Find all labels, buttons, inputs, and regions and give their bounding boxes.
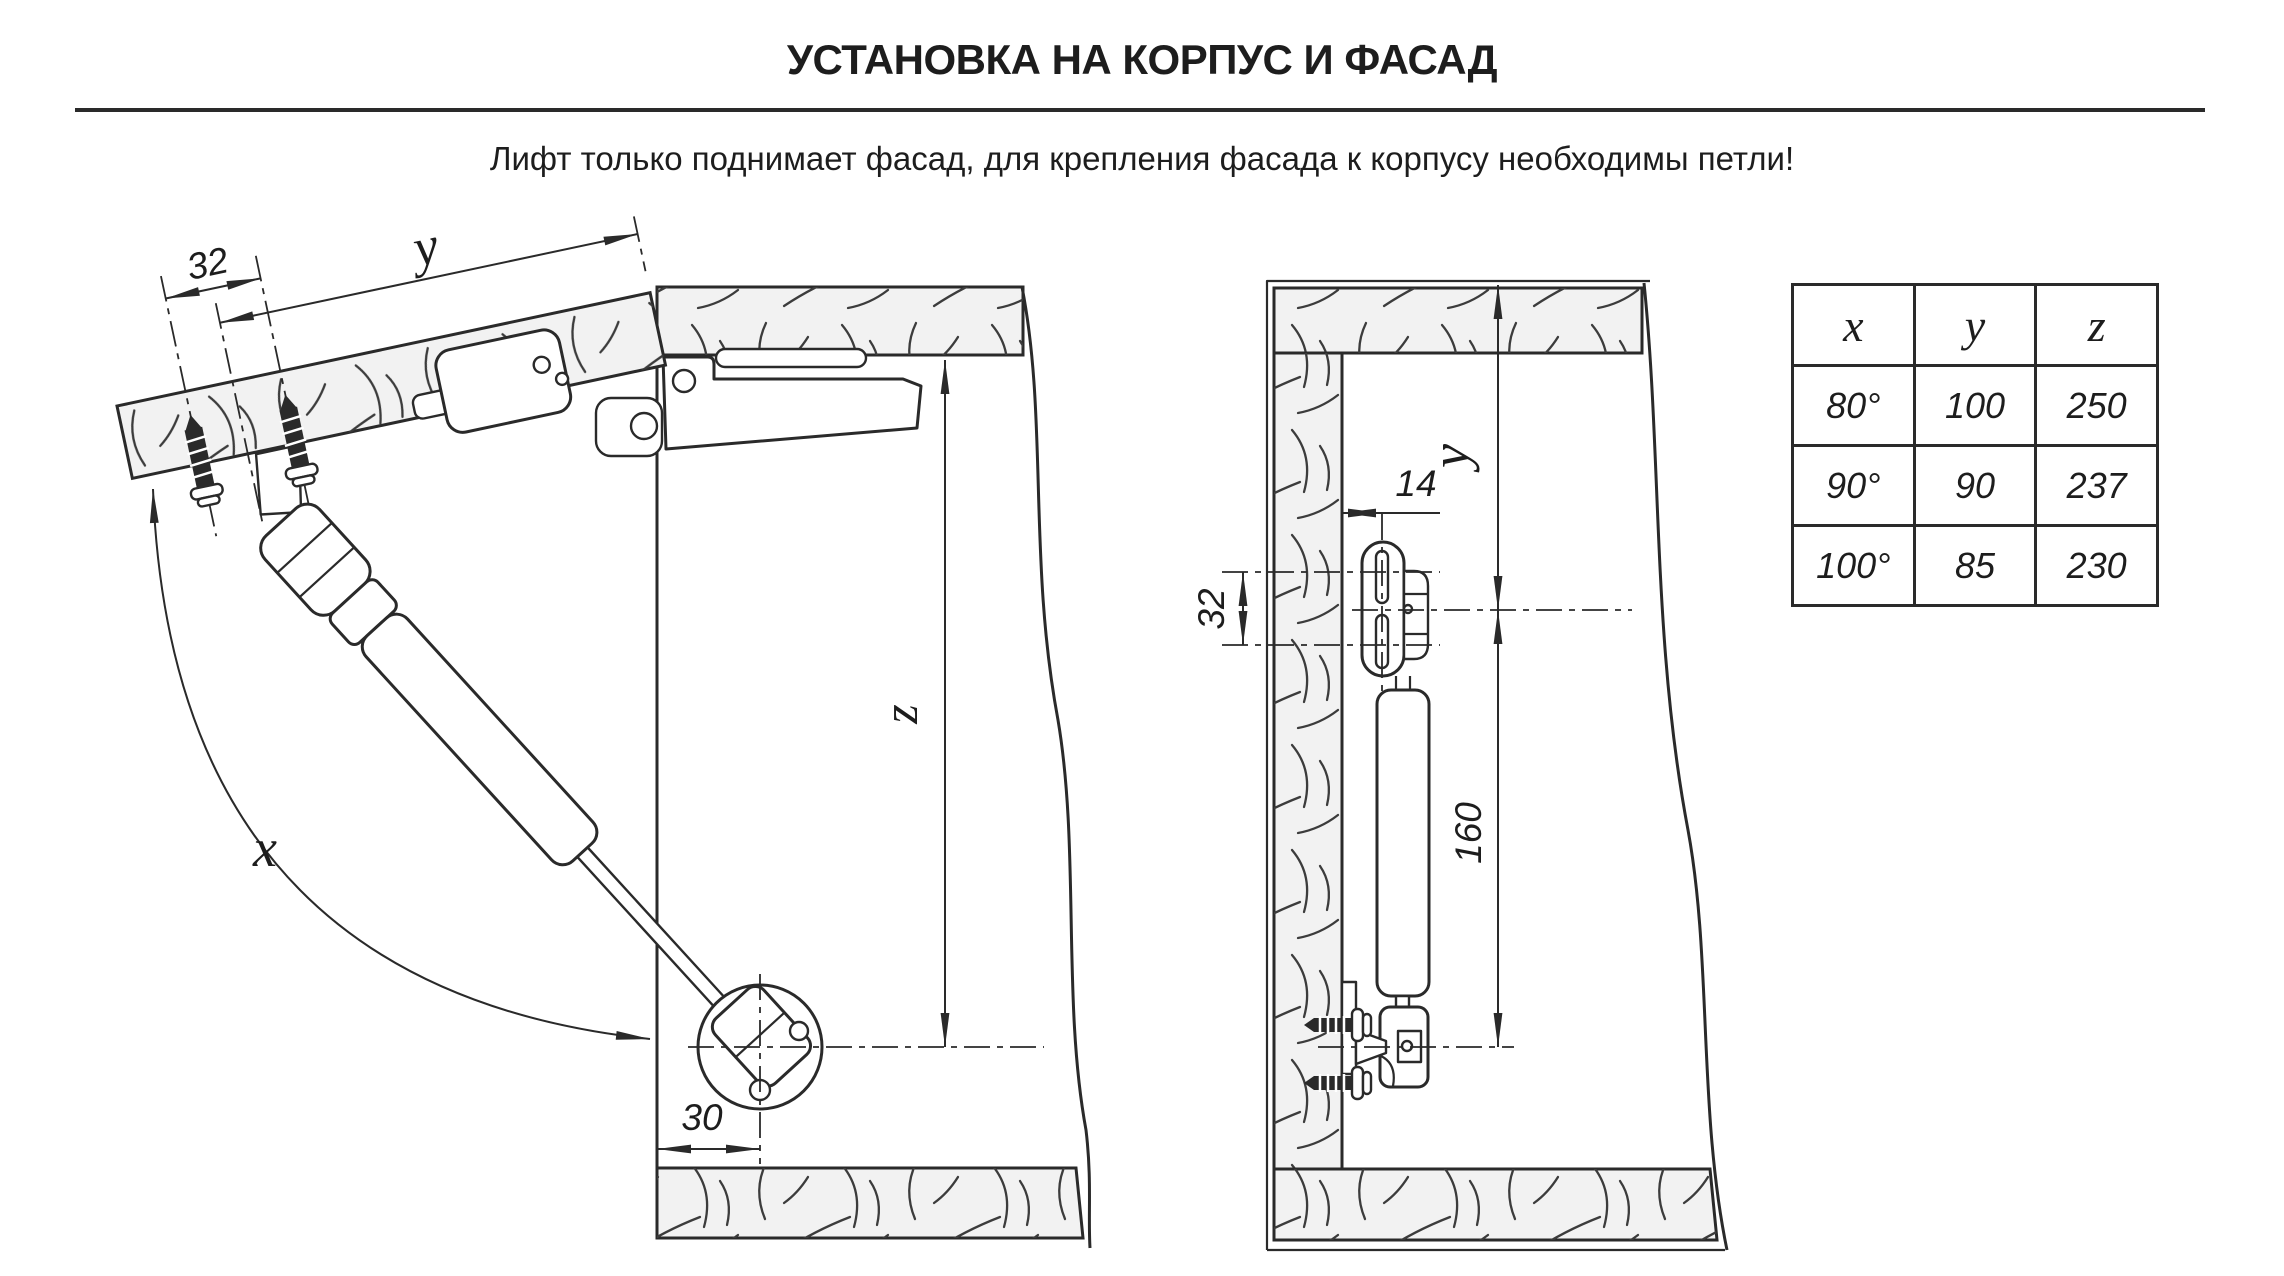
mount-hole-1 [790, 1022, 808, 1040]
dim-label-x: x [253, 818, 277, 878]
angle-spec-table [1791, 283, 2159, 607]
dim-label-z: z [872, 704, 928, 724]
block-pin [1402, 1041, 1412, 1051]
cell-y: 90 [1914, 446, 2036, 526]
mounting-plate [1362, 542, 1428, 676]
table-row [1793, 366, 2158, 446]
cell-z: 230 [2036, 526, 2158, 606]
break-line [1644, 283, 1727, 1250]
opening-arc-x [153, 489, 650, 1039]
dim-label-y: y [1420, 444, 1480, 468]
table-row [1793, 446, 2158, 526]
gas-strut-front [1377, 676, 1429, 1087]
top-panel-grain [1274, 288, 1642, 353]
right-diagram [1191, 281, 1727, 1250]
cell-x: 90° [1793, 446, 1915, 526]
strut-cylinder [1377, 690, 1429, 996]
arm-body [663, 357, 921, 449]
dim-label-14: 14 [1395, 463, 1437, 504]
dim-label-160: 160 [1448, 802, 1489, 864]
warning-note: Лифт только поднимает фасад, для крепления фасада к корпусу необходимы петли! [489, 140, 1795, 177]
strut-rod [1396, 996, 1409, 1007]
page-title: УСТАНОВКА НА КОРПУС И ФАСАД [786, 36, 1498, 83]
arm-slot [716, 349, 866, 367]
arm-pivot-hole [673, 370, 695, 392]
col-header-z: z [2036, 285, 2158, 366]
strut-rod [577, 847, 726, 1008]
cell-y: 85 [1914, 526, 2036, 606]
dim-label-y: y [407, 214, 444, 279]
strut-cylinder [356, 608, 603, 871]
dim-label-32: 32 [182, 239, 232, 288]
bottom-panel-grain [1274, 1169, 1717, 1240]
cell-z: 250 [2036, 366, 2158, 446]
table-header-row [1793, 285, 2158, 366]
table-row [1793, 526, 2158, 606]
dim-label-32: 32 [1191, 588, 1232, 630]
cell-x: 100° [1793, 526, 1915, 606]
dim-label-30: 30 [681, 1097, 723, 1138]
col-header-y: y [1914, 285, 2036, 366]
hinge-axis-hole [631, 413, 657, 439]
col-header-x: x [1793, 285, 1915, 366]
housing-hole-2 [555, 372, 569, 386]
bracket-pin [1404, 605, 1412, 613]
facade-assembly [88, 155, 682, 553]
cell-x: 80° [1793, 366, 1915, 446]
cell-y: 100 [1914, 366, 2036, 446]
left-diagram [88, 155, 1090, 1248]
top-panel-grain [657, 287, 1023, 355]
gas-strut [254, 497, 748, 1028]
break-line [1022, 287, 1090, 1248]
facade-edge-extension [634, 216, 646, 271]
bottom-panel-grain [657, 1168, 1083, 1238]
cell-z: 237 [2036, 446, 2158, 526]
